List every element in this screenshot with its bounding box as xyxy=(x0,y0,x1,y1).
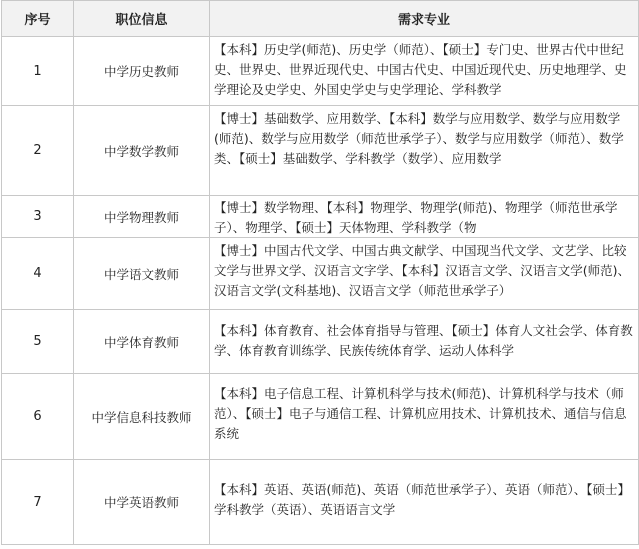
row-majors xyxy=(210,106,639,196)
row-index: 2 xyxy=(2,106,74,196)
row-majors xyxy=(210,37,639,106)
row-position: 中学英语教师 xyxy=(74,460,210,545)
row-index: 4 xyxy=(2,238,74,310)
row-majors-text: 【博士】中国古代文学、中国古典文献学、中国现当代文学、文艺学、比较文学与世界文学、汉语言文字学、【本科】汉语言文学、汉语言文学(师范)、汉语言文学(文科基地)、汉语言文学（师范世承学子） xyxy=(214,243,631,298)
header-position: 职位信息 xyxy=(74,1,210,37)
row-majors xyxy=(210,196,639,238)
row-index: 1 xyxy=(2,37,74,106)
row-majors-text: 【本科】电子信息工程、计算机科学与技术(师范)、计算机科学与技术（师范）、【硕士】电子与通信工程、计算机应用技术、计算机技术、通信与信息系统 xyxy=(214,386,627,441)
table-row xyxy=(2,460,639,545)
row-majors-text: 【本科】英语、英语(师范)、英语（师范世承学子）、英语（师范）、【硕士】学科教学（英语）、英语语言文学 xyxy=(214,482,631,517)
row-majors-text: 【本科】历史学(师范)、历史学（师范）、【硕士】专门史、世界古代中世纪史、世界史、世界近现代史、中国古代史、中国近现代史、历史地理学、史学理论及史学史、外国史学史与史学理论、学科教学 xyxy=(214,42,627,97)
row-position: 中学数学教师 xyxy=(74,106,210,196)
row-majors xyxy=(210,374,639,460)
table-row xyxy=(2,196,639,238)
row-position: 中学历史教师 xyxy=(74,37,210,106)
row-position: 中学语文教师 xyxy=(74,238,210,310)
table-row xyxy=(2,37,639,106)
table-row xyxy=(2,238,639,310)
header-index: 序号 xyxy=(2,1,74,37)
row-position: 中学体育教师 xyxy=(74,310,210,374)
table-row xyxy=(2,374,639,460)
row-majors xyxy=(210,460,639,545)
header-majors: 需求专业 xyxy=(210,1,639,37)
recruitment-table xyxy=(1,0,639,545)
header-row xyxy=(2,1,639,37)
row-majors-text: 【博士】基础数学、应用数学、【本科】数学与应用数学、数学与应用数学(师范)、数学与应用数学（师范世承学子）、数学与应用数学（师范）、数学类、【硕士】基础数学、学科教学（数学）、应用数学 xyxy=(214,111,624,166)
row-majors-text: 【本科】体育教育、社会体育指导与管理、【硕士】体育人文社会学、体育教学、体育教育训练学、民族传统体育学、运动人体科学 xyxy=(214,323,633,358)
row-index: 5 xyxy=(2,310,74,374)
row-position: 中学物理教师 xyxy=(74,196,210,238)
row-majors xyxy=(210,310,639,374)
table-row xyxy=(2,106,639,196)
row-position: 中学信息科技教师 xyxy=(74,374,210,460)
table-row xyxy=(2,310,639,374)
row-majors xyxy=(210,238,639,310)
row-index: 6 xyxy=(2,374,74,460)
row-majors-text: 【博士】数学物理、【本科】物理学、物理学(师范)、物理学（师范世承学子）、物理学、【硕士】天体物理、学科教学（物 xyxy=(214,200,618,235)
row-index: 3 xyxy=(2,196,74,238)
row-index: 7 xyxy=(2,460,74,545)
